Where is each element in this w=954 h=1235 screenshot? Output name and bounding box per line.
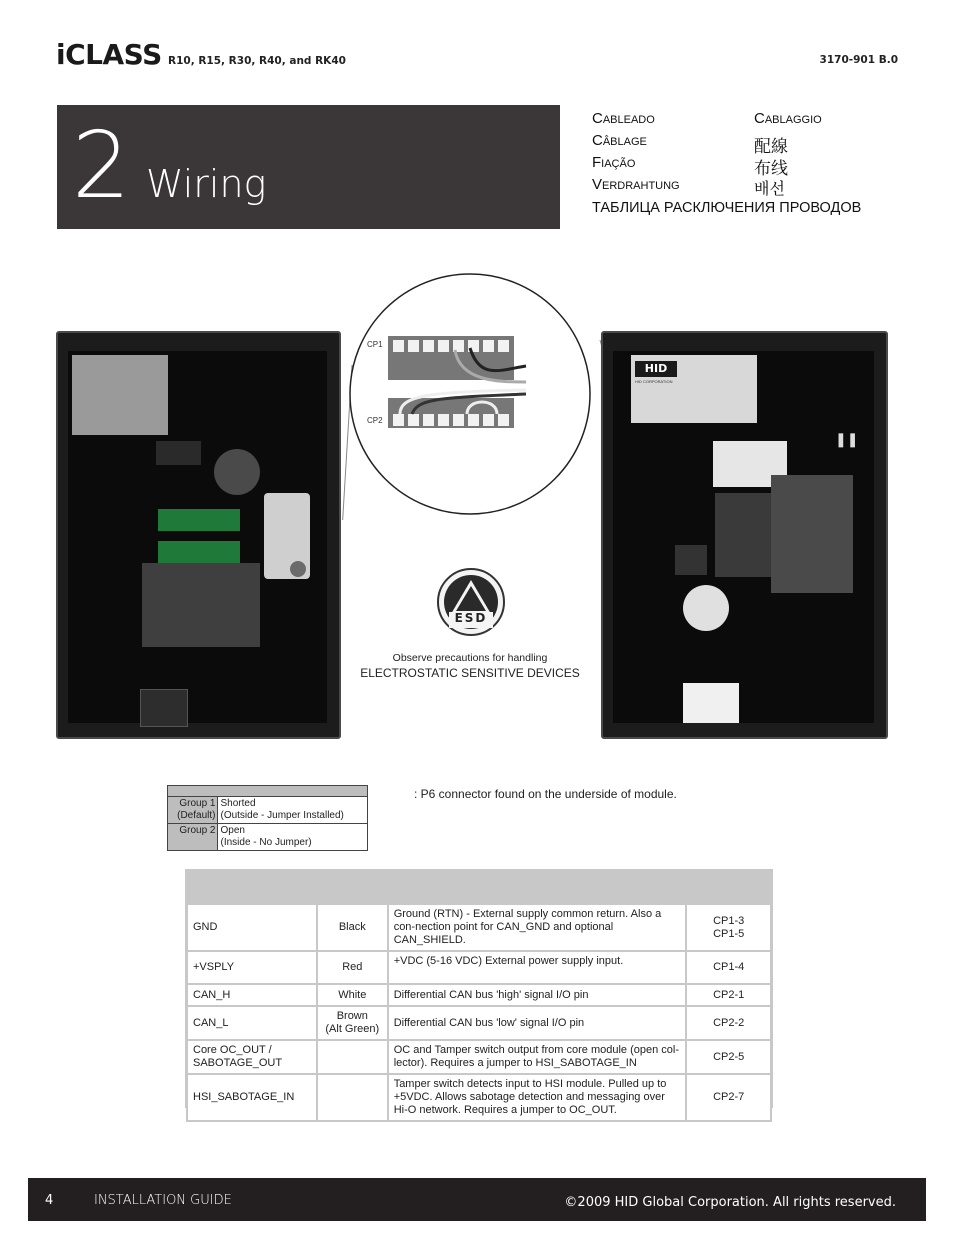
- wire-color-cell: [317, 1074, 388, 1121]
- translation-italian: Cablaggio: [754, 110, 822, 127]
- wiring-table-container: [185, 869, 773, 1116]
- wire-color-cell: Black: [317, 904, 388, 951]
- translation-chinese: 布线: [754, 159, 788, 178]
- jumper-row-group1: [168, 797, 368, 824]
- pin-cell: CP2-2: [686, 1006, 771, 1040]
- wiring-row-oc-out: [187, 1040, 771, 1074]
- pin-cell: CP2-1: [686, 984, 771, 1006]
- wiring-table: [186, 903, 772, 1122]
- wire-color-cell: Red: [317, 951, 388, 984]
- esd-label: ESD: [454, 611, 488, 625]
- tamper-switch: [214, 449, 260, 495]
- page-footer: [28, 1178, 926, 1221]
- wiring-row-can-l: [187, 1006, 771, 1040]
- jumper-group-default: (Default): [177, 810, 216, 821]
- description-cell: +VDC (5-16 VDC) External power supply input.: [388, 951, 687, 984]
- guide-title: INSTALLATION GUIDE: [94, 1193, 232, 1208]
- jumper-row-group2: [168, 824, 368, 851]
- terminal-blocks: [715, 493, 771, 577]
- jumper-state: Shorted: [220, 798, 256, 809]
- cp1-label: CP1: [367, 340, 383, 349]
- zoom-detail: [330, 270, 620, 520]
- description-cell: Differential CAN bus 'high' signal I/O pin: [388, 984, 687, 1006]
- document-number: 3170-901 B.0: [819, 54, 898, 66]
- jumper-detail: (Outside - Jumper Installed): [220, 810, 344, 821]
- pin-cell: CP1-3 CP1-5: [686, 904, 771, 951]
- page-number: 4: [45, 1193, 54, 1208]
- translation-korean: 배선: [754, 181, 785, 198]
- copyright: ©2009 HID Global Corporation. All rights reserved.: [564, 1195, 896, 1210]
- esd-caption-line1: Observe precautions for handling: [392, 652, 548, 664]
- jumper-state: Open: [220, 825, 245, 836]
- reader-back-illustration: [56, 331, 341, 739]
- brand-logo: iCLASS: [56, 38, 162, 71]
- wiring-row-can-h: [187, 984, 771, 1006]
- jumper-table: [167, 785, 368, 851]
- jumper-detail: (Inside - No Jumper): [220, 837, 312, 848]
- hid-logo: HID: [635, 361, 677, 377]
- wiring-row-sabotage-in: [187, 1074, 771, 1121]
- translation-portuguese: Fiação: [592, 154, 636, 171]
- section-banner: [57, 105, 560, 229]
- model-list: R10, R15, R30, R40, and RK40: [168, 55, 346, 67]
- reader-front-illustration: [601, 331, 888, 739]
- jumper-table-header: [168, 786, 368, 797]
- esd-caption-line2: ELECTROSTATIC SENSITIVE DEVICES: [360, 666, 580, 680]
- hsi-module: [142, 563, 260, 647]
- translation-japanese: 配線: [754, 137, 788, 156]
- pin-cell: CP2-5: [686, 1040, 771, 1074]
- signal-cell: +VSPLY: [187, 951, 317, 984]
- p6-connector-note: : P6 connector found on the underside of module.: [414, 787, 677, 801]
- description-cell: OC and Tamper switch output from core module (open col-lector). Requires a jumper to HSI_SABOTAGE_IN: [388, 1040, 687, 1074]
- signal-cell: CAN_H: [187, 984, 317, 1006]
- reader-module: [771, 475, 853, 593]
- description-cell: Tamper switch detects input to HSI module. Pulled up to +5VDC. Allows sabotage detection and messaging over Hi-O network. Requires a jumper to OC_OUT.: [388, 1074, 687, 1121]
- connector-front: [683, 683, 739, 723]
- cp2-label: CP2: [367, 416, 383, 425]
- pin-cell: CP2-7: [686, 1074, 771, 1121]
- tamper-indicator-icon: ❚❚: [835, 431, 859, 447]
- translation-french: Câblage: [592, 132, 647, 149]
- tamper-switch-front: [683, 585, 729, 631]
- esd-icon: [437, 568, 505, 636]
- hid-logo-subtitle: HID CORPORATION: [635, 379, 673, 384]
- description-cell: Differential CAN bus 'low' signal I/O pin: [388, 1006, 687, 1040]
- terminal-block-cp2: [158, 541, 240, 563]
- wire-color-cell: White: [317, 984, 388, 1006]
- wire-color-cell: Brown (Alt Green): [317, 1006, 388, 1040]
- translation-spanish: Cableado: [592, 110, 655, 127]
- signal-cell: Core OC_OUT / SABOTAGE_OUT: [187, 1040, 317, 1074]
- label-area: [72, 355, 168, 435]
- wiring-row-vsply: [187, 951, 771, 984]
- pin-cell: CP1-4: [686, 951, 771, 984]
- jumper-group-name: Group 2: [179, 825, 216, 836]
- translation-russian: ТАБЛИЦА РАСКЛЮЧЕНИЯ ПРОВОДОВ: [592, 200, 862, 216]
- signal-cell: CAN_L: [187, 1006, 317, 1040]
- section-title: Wiring: [146, 162, 267, 206]
- terminal-block-cp1: [158, 509, 240, 531]
- connector-port: [140, 689, 188, 727]
- signal-cell: GND: [187, 904, 317, 951]
- section-number: 2: [72, 112, 131, 219]
- wiring-row-gnd: [187, 904, 771, 951]
- wire-color-cell: [317, 1040, 388, 1074]
- jumper-group-name: Group 1: [179, 798, 216, 809]
- translation-german: Verdrahtung: [592, 176, 680, 193]
- signal-cell: HSI_SABOTAGE_IN: [187, 1074, 317, 1121]
- description-cell: Ground (RTN) - External supply common return. Also a con-nection point for CAN_GND and optional CAN_SHIELD.: [388, 904, 687, 951]
